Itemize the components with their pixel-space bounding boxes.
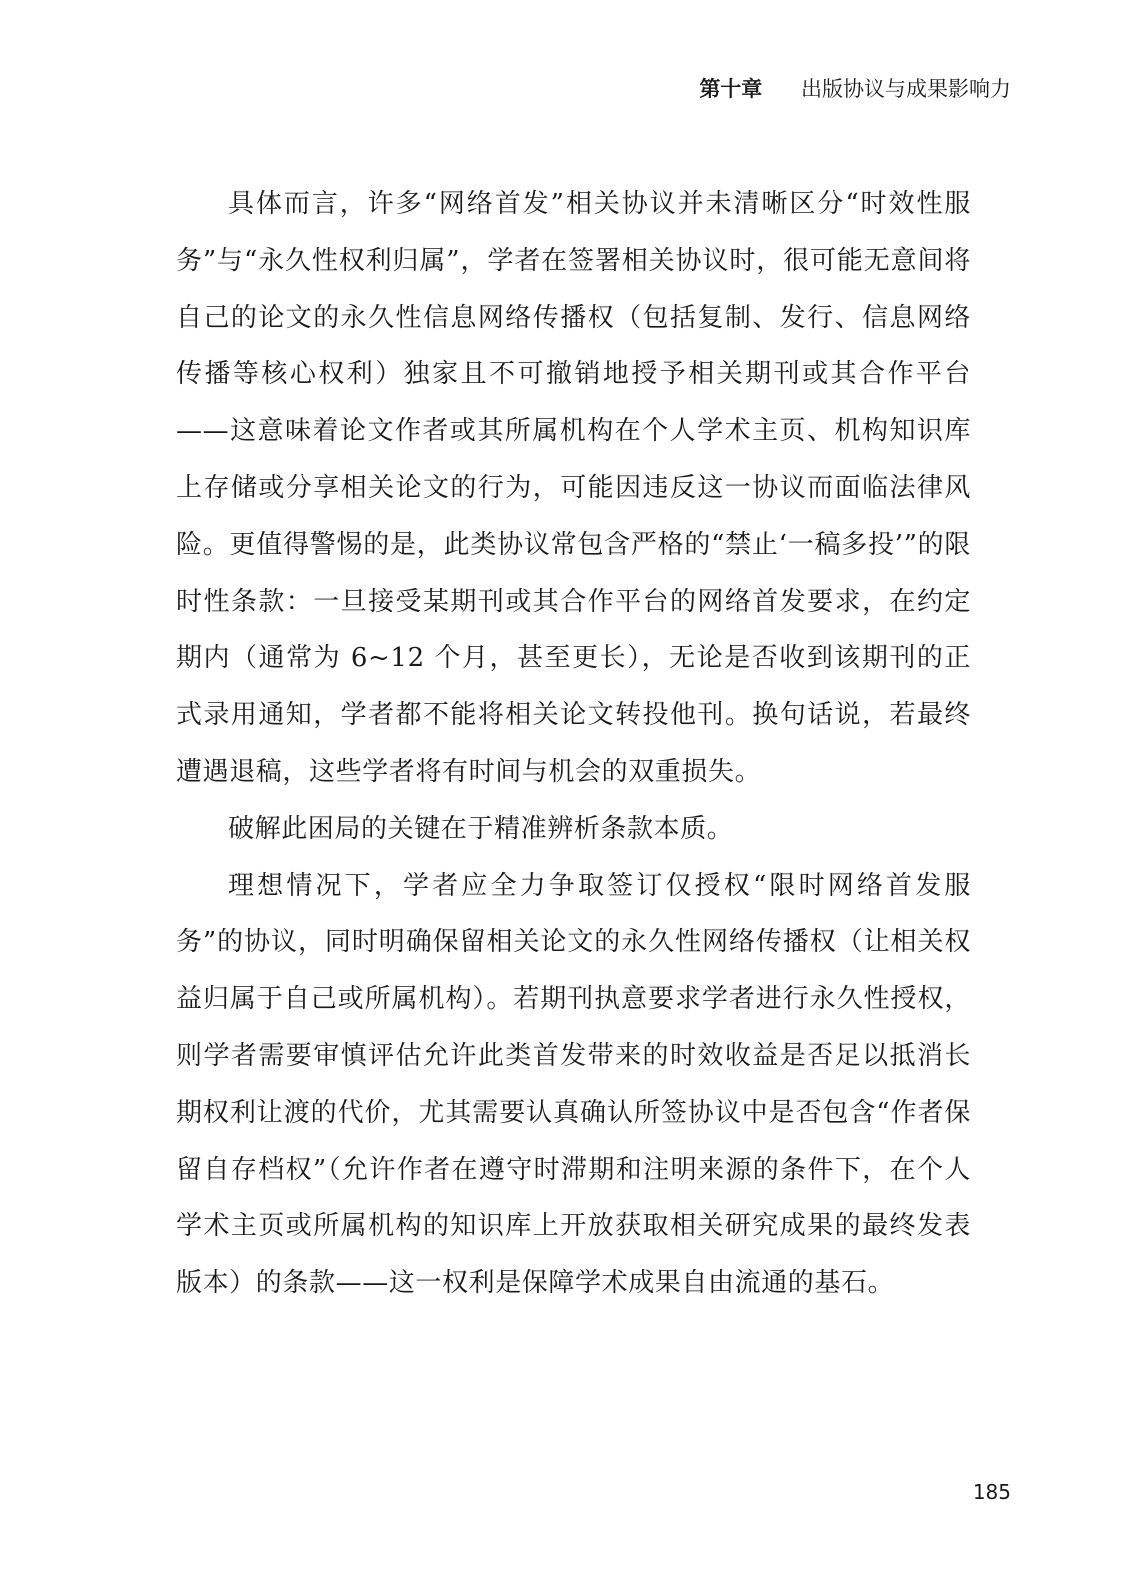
paragraph: 理想情况下，学者应全力争取签订仅授权“限时网络首发服务”的协议，同时明确保留相关论文的永久性网络传播权（让相关权益归属于自己或所属机构）。若期刊执意要求学者进行永久性授权，则学者需要审慎评估允许此类首发带来的时效收益是否足以抵消长期权利让渡的代价，尤其需要认真确认所签协议中是否包含“作者保留自存档权”（允许作者在遵守时滞期和注明来源的条件下，在个人学术主页或所属机构的知识库上开放获取相关研究成果的最终发表版本）的条款——这一权利是保障学术成果自由流通的基石。 <box>176 870 971 1299</box>
running-header <box>699 72 1011 106</box>
body-text <box>176 176 971 1312</box>
paragraph: 破解此困局的关键在于精准辨析条款本质。 <box>228 813 734 844</box>
chapter-label: 第十章 <box>699 77 763 101</box>
paragraph: 具体而言，许多“网络首发”相关协议并未清晰区分“时效性服务”与“永久性权利归属”，学者在签署相关协议时，很可能无意间将自己的论文的永久性信息网络传播权（包括复制、发行、信息网络传播等核心权利）独家且不可撤销地授予相关期刊或其合作平台——这意味着论文作者或其所属机构在个人学术主页、机构知识库上存储或分享相关论文的行为，可能因违反这一协议而面临法律风险。更值得警惕的是，此类协议常包含严格的“禁止‘一稿多投’”的限时性条款：一旦接受某期刊或其合作平台的网络首发要求，在约定期内（通常为 6~12 个月，甚至更长），无论是否收到该期刊的正式录用通知，学者都不能将相关论文转投他刊。换句话说，若最终遭遇退稿，这些学者将有时间与机会的双重损失。 <box>176 189 971 787</box>
page-number: 185 <box>972 1480 1011 1504</box>
chapter-title: 出版协议与成果影响力 <box>801 77 1011 101</box>
